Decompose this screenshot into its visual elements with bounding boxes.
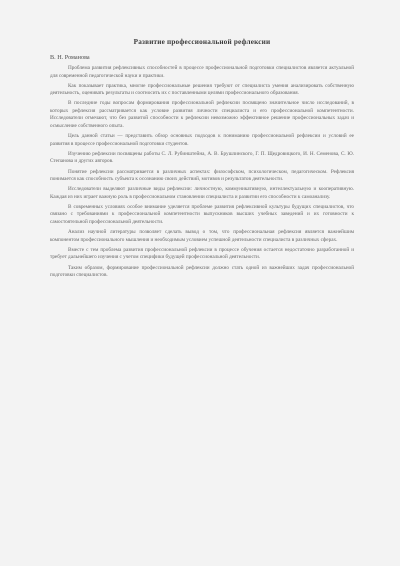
- paragraph: Цель данной статьи — представить обзор основных подходов к пониманию профессиональной рефлексии и условий ее развития в процессе профессиональной подготовки студентов.: [50, 133, 354, 147]
- paragraph: В современных условиях особое внимание уделяется проблеме развития рефлексивной культуры будущих специалистов, что связано с требованиями к профессиональной компетентности выпускников высших учебных заведений и их готовности к самостоятельной профессиональной деятельности.: [50, 203, 354, 225]
- paragraph: Таким образом, формирование профессиональной рефлексии должно стать одной из важнейших задач профессиональной подготовки специалистов.: [50, 264, 354, 279]
- document-body: [50, 38, 354, 282]
- paragraph: Как показывает практика, многие профессиональные решения требуют от специалиста умения анализировать собственную деятельность, оценивать результаты и соотносить их с поставленными целями профессионального образования.: [50, 82, 354, 97]
- paragraph: В последние годы вопросам формирования профессиональной рефлексии посвящено значительное число исследований, в которых рефлексия рассматривается как условие развития личности специалиста и его профессиональной компетентности. Исследователи отмечают, что без развитой способности к рефлексии невозможно эффективное решение профессиональных задач и осмысление собственного опыта.: [50, 100, 354, 130]
- paragraph: Исследователи выделяют различные виды рефлексии: личностную, коммуникативную, интеллектуальную и кооперативную. Каждая из них играет важную роль в профессиональном становлении специалиста и развитии его способности к самоанализу.: [50, 186, 354, 200]
- paragraph-list: [50, 65, 354, 280]
- paragraph: Изучению рефлексии посвящены работы С. Л. Рубинштейна, А. В. Брушлинского, Г. П. Щедровицкого, И. Н. Семенова, С. Ю. Степанова и других авторов.: [50, 150, 354, 165]
- paragraph: Проблема развития рефлексивных способностей в процессе профессиональной подготовки специалистов является актуальной для современной педагогической науки и практики.: [50, 65, 354, 79]
- paragraph: Вместе с тем проблема развития профессиональной рефлексии в процессе обучения остается недостаточно разработанной и требует дальнейшего изучения с учетом специфики будущей профессиональной деятельности.: [50, 246, 354, 261]
- document-author: В. Н. Романова: [50, 54, 90, 61]
- paragraph: Анализ научной литературы позволяет сделать вывод о том, что профессиональная рефлексия является важнейшим компонентом профессионального мышления и необходимым условием успешной деятельности специалиста в различных сферах.: [50, 229, 354, 243]
- document-title: Развитие профессиональной рефлексии: [133, 38, 271, 46]
- paragraph: Понятие рефлексии рассматривается в различных аспектах: философском, психологическом, педагогическом. Рефлексия понимается как способность субъекта к осознанию своих действий, мотивов и результатов деятельности.: [50, 168, 354, 183]
